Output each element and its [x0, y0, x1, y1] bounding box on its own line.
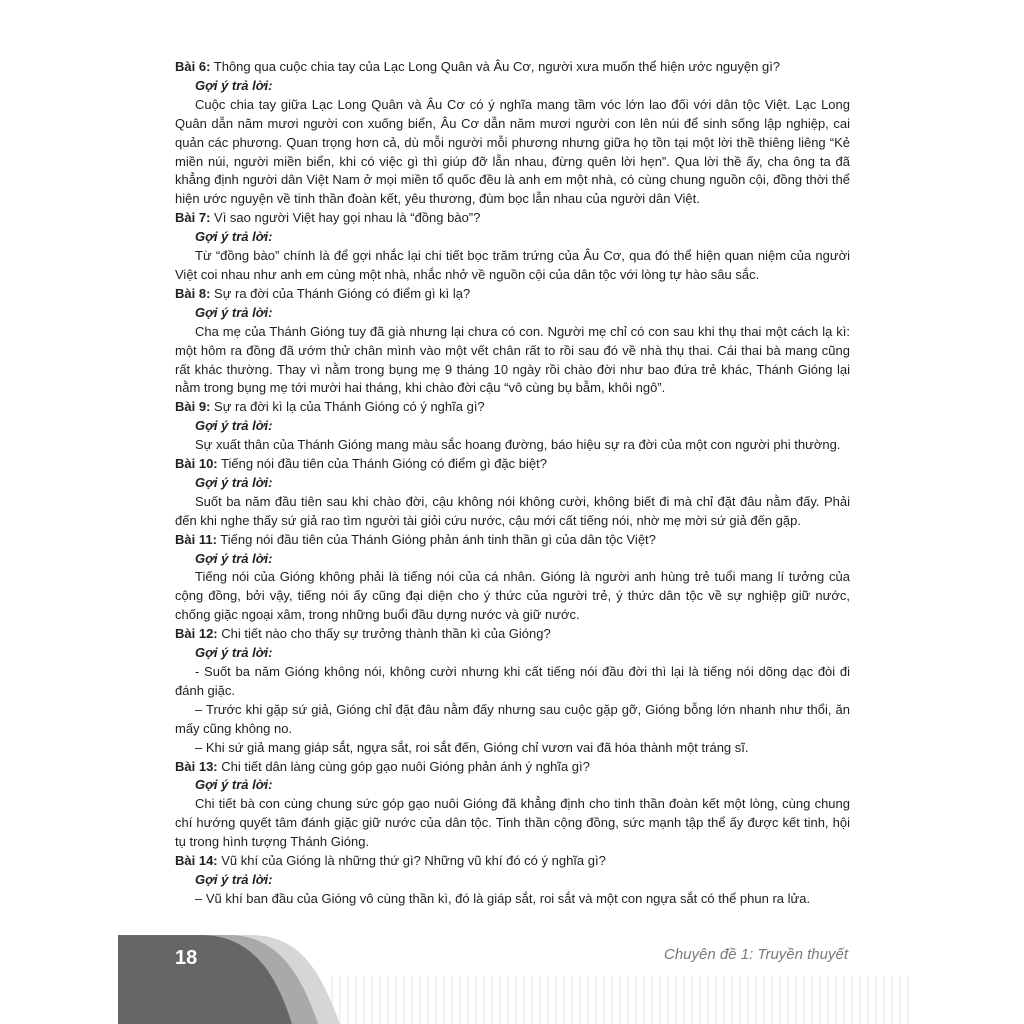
answer-hint-label: Gợi ý trả lời: — [195, 777, 273, 793]
answer-hint-label: Gợi ý trả lời: — [195, 474, 273, 490]
answer-hint-label: Gợi ý trả lời: — [195, 871, 273, 887]
question-text: Chi tiết nào cho thấy sự trưởng thành thần kì của Gióng? — [217, 626, 551, 642]
question-14 — [175, 852, 850, 871]
question-text: Chi tiết dân làng cùng góp gạo nuôi Gióng phản ánh ý nghĩa gì? — [217, 758, 590, 774]
chapter-title: Chuyên đề 1: Truyền thuyết — [664, 946, 848, 963]
question-label: Bài 12: — [175, 626, 218, 642]
footer-band-graphic — [0, 930, 1024, 1024]
answer-paragraph: Sự xuất thân của Thánh Gióng mang màu sắc hoang đường, báo hiệu sự ra đời của một con người phi thường. — [195, 437, 841, 453]
question-text: Vì sao người Việt hay gọi nhau là “đồng bào”? — [210, 210, 481, 226]
answer-paragraph: Cuộc chia tay giữa Lạc Long Quân và Âu Cơ có ý nghĩa mang tầm vóc lớn lao đối với dân tộc Việt. Lạc Long Quân dẫn năm mươi người con xuống biển, Âu Cơ dẫn năm mươi người con lên núi để sinh sống lập nghiệp, cai quản các phương. Quan trọng hơn cả, dù mỗi người mỗi phương nhưng giữa họ tồn tại một lời thề thiêng liêng “Kẻ miền núi, người miền biển, khi có việc gì thì giúp đỡ lẫn nhau, đừng quên lời hẹn”. Qua lời thề ấy, cha ông ta đã khẳng định người dân Việt Nam ở mọi miền tổ quốc đều là anh em một nhà, có cùng chung nguồn cội, đồng thời thể hiện ước nguyện về tinh thần đoàn kết, yêu thương, đùm bọc lẫn nhau của người dân Việt. — [175, 96, 850, 207]
answer-paragraph: Chi tiết bà con cùng chung sức góp gạo nuôi Gióng đã khẳng định cho tinh thần đoàn kết một lòng, cùng chung chí hướng quyết tâm đánh giặc giữ nước của dân tộc. Tinh thần cộng đồng, sức mạnh tập thể ấy được kết tinh, hội tụ trong hình tượng Thánh Gióng. — [175, 796, 850, 850]
answer-paragraph: Cha mẹ của Thánh Gióng tuy đã già nhưng lại chưa có con. Người mẹ chỉ có con sau khi thụ thai một cách lạ kì: một hôm ra đồng đã ướm thử chân mình vào một vết chân rất to rồi sau đó về nhà thụ thai. Cái thai bà mang cũng rất khác thường. Thay vì nằm trong bụng mẹ 9 tháng 10 ngày rồi chào đời như bao đứa trẻ khác, Thánh Gióng lại nằm trong bụng mẹ tới mười hai tháng, khi chào đời cậu “vô cùng bụ bẫm, khôi ngô”. — [175, 323, 850, 396]
question-11 — [175, 531, 850, 550]
question-text: Vũ khí của Gióng là những thứ gì? Những vũ khí đó có ý nghĩa gì? — [217, 853, 606, 869]
answer-bullet: - Suốt ba năm Gióng không nói, không cười nhưng khi cất tiếng nói đầu đời thì lại là tiếng nói dõng dạc đòi đi đánh giặc. — [175, 664, 850, 698]
question-8 — [175, 285, 850, 304]
question-label: Bài 7: — [175, 210, 211, 226]
answer-paragraph: Tiếng nói của Gióng không phải là tiếng nói của cá nhân. Gióng là người anh hùng trẻ tuổi mang lí tưởng của cộng đồng, bởi vậy, tiếng nói ấy cũng đại diện cho ý thức của người trẻ, ý thức dân tộc về sự nghiệp giữ nước, chống giặc ngoại xâm, trong những buổi đầu dựng nước và giữ nước. — [175, 569, 850, 623]
answer-hint-label: Gợi ý trả lời: — [195, 418, 273, 434]
question-label: Bài 10: — [175, 456, 218, 472]
question-12 — [175, 625, 850, 644]
answer-hint-label: Gợi ý trả lời: — [195, 304, 273, 320]
answer-hint-label: Gợi ý trả lời: — [195, 645, 273, 661]
answer-bullet: – Vũ khí ban đầu của Gióng vô cùng thần kì, đó là giáp sắt, roi sắt và một con ngựa sắt có thể phun ra lửa. — [195, 890, 811, 906]
question-label: Bài 8: — [175, 285, 211, 301]
answer-bullet: – Trước khi gặp sứ giả, Gióng chỉ đặt đâu nằm đấy nhưng sau cuộc gặp gỡ, Gióng bỗng lớn nhanh như thổi, ăn mấy cũng không no. — [175, 701, 850, 736]
question-9 — [175, 398, 850, 417]
answer-bullet: – Khi sứ giả mang giáp sắt, ngựa sắt, roi sắt đến, Gióng chỉ vươn vai đã hóa thành một tráng sĩ. — [195, 739, 749, 755]
answer-hint-label: Gợi ý trả lời: — [195, 229, 273, 245]
page-number: 18 — [175, 947, 198, 969]
answer-paragraph: Từ “đồng bào” chính là để gợi nhắc lại chi tiết bọc trăm trứng của Âu Cơ, qua đó thể hiện quan niệm của người Việt coi nhau như anh em cùng một nhà, nhắc nhở về nguồn cội của dân tộc với lòng tự hào sâu sắc. — [175, 248, 850, 282]
question-text: Tiếng nói đầu tiên của Thánh Gióng có điểm gì đặc biệt? — [217, 456, 547, 472]
question-13 — [175, 758, 850, 777]
question-label: Bài 6: — [175, 59, 211, 74]
question-label: Bài 14: — [175, 853, 218, 869]
page-footer — [0, 930, 1024, 1024]
footer-stripes — [330, 976, 910, 1024]
question-label: Bài 11: — [175, 531, 217, 547]
question-6 — [175, 58, 850, 77]
question-text: Sự ra đời kì lạ của Thánh Gióng có ý nghĩa gì? — [210, 399, 485, 415]
question-label: Bài 13: — [175, 758, 218, 774]
question-7 — [175, 209, 850, 228]
question-label: Bài 9: — [175, 399, 211, 415]
question-10 — [175, 455, 850, 474]
page-body — [175, 58, 850, 909]
answer-hint-label: Gợi ý trả lời: — [195, 550, 273, 566]
question-text: Thông qua cuộc chia tay của Lạc Long Quân và Âu Cơ, người xưa muốn thể hiện ước nguyện gì? — [210, 59, 781, 74]
answer-paragraph: Suốt ba năm đầu tiên sau khi chào đời, cậu không nói không cười, không biết đi mà chỉ đặt đâu nằm đấy. Phải đến khi nghe thấy sứ giả rao tìm người tài giỏi cứu nước, cậu mới cất tiếng nói, nhờ mẹ mời sứ giả đến gặp. — [175, 493, 850, 528]
question-text: Sự ra đời của Thánh Gióng có điểm gì kì lạ? — [210, 285, 471, 301]
question-text: Tiếng nói đầu tiên của Thánh Gióng phản ánh tinh thần gì của dân tộc Việt? — [216, 531, 656, 547]
answer-hint-label: Gợi ý trả lời: — [195, 77, 273, 93]
